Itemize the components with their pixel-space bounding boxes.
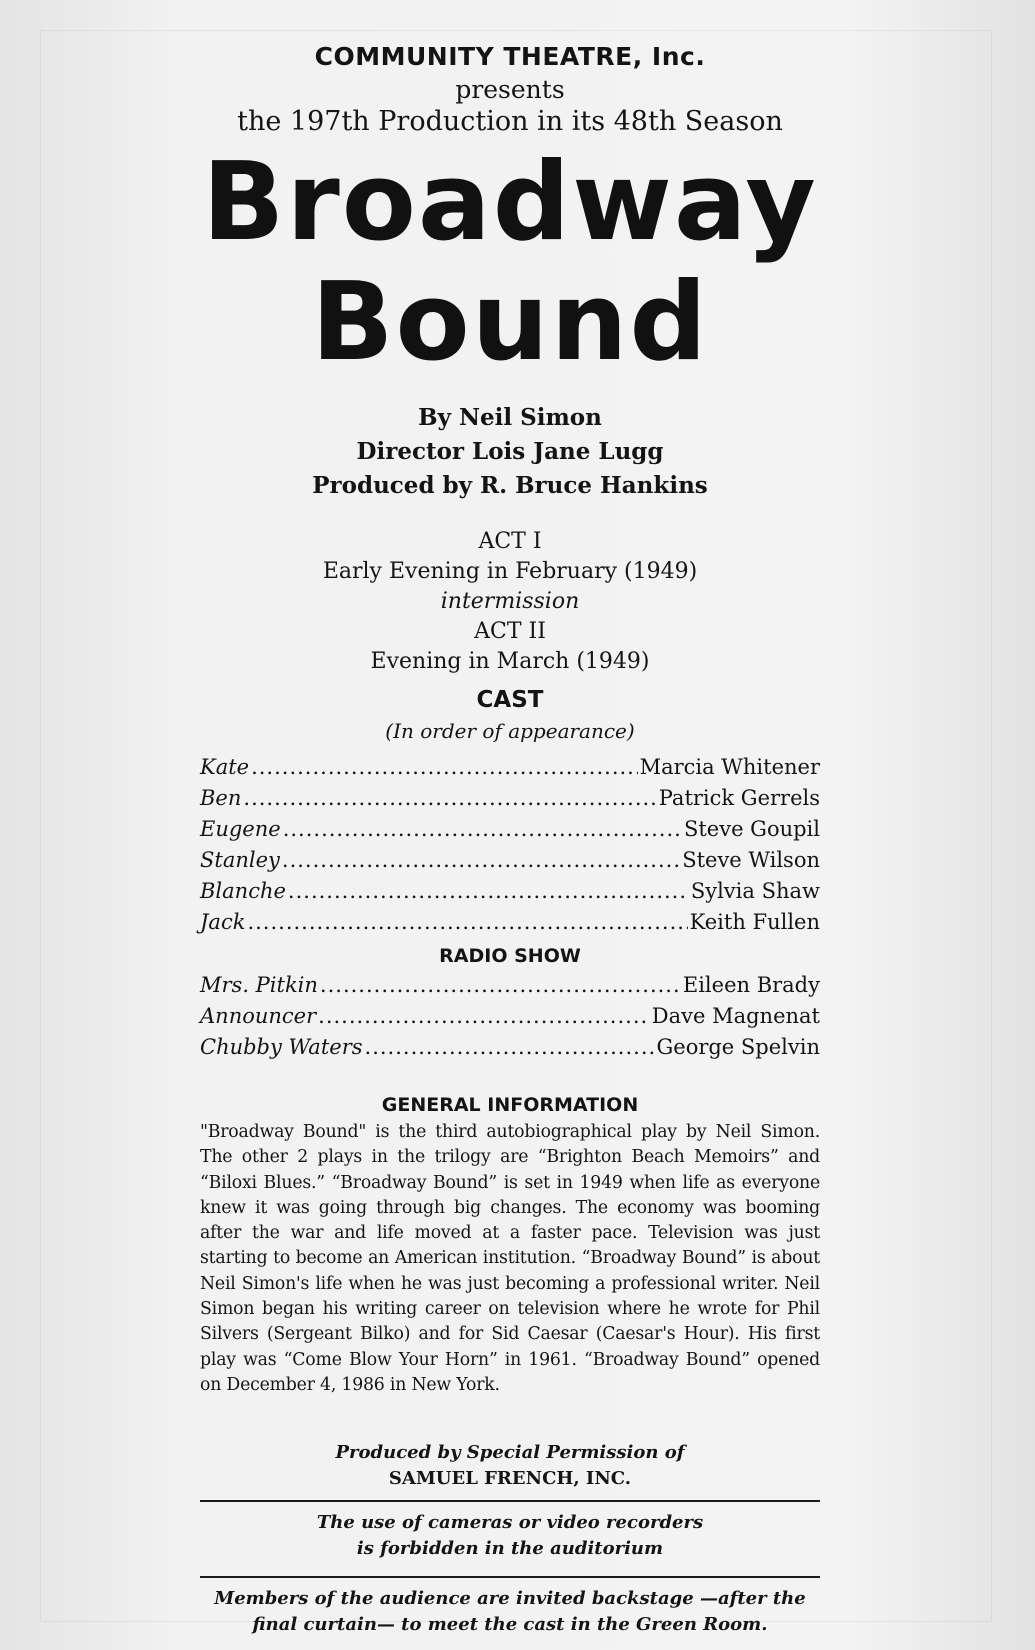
presents-text: presents: [455, 75, 565, 104]
actor-name: Steve Wilson: [682, 848, 820, 872]
cast-row: [200, 755, 820, 786]
camera-notice-line2: is forbidden in the auditorium: [356, 1538, 664, 1560]
act1-heading: ACT I: [478, 529, 542, 554]
actor-name: Steve Goupil: [683, 817, 820, 841]
author-credit: By Neil Simon: [418, 404, 602, 431]
actor-name: Keith Fullen: [689, 910, 820, 934]
program-content: [200, 40, 820, 1644]
producer-credit: Produced by R. Bruce Hankins: [312, 472, 708, 499]
cast-heading: CAST: [476, 687, 544, 713]
leader-dots: [251, 755, 638, 779]
leader-dots: [365, 1035, 655, 1059]
radio-show-heading: RADIO SHOW: [439, 945, 581, 967]
credits-block: [200, 401, 820, 503]
leader-dots: [320, 973, 681, 997]
role-name: Announcer: [200, 1004, 317, 1028]
camera-notice: [200, 1502, 820, 1568]
role-name: Ben: [200, 786, 242, 810]
cast-row: [200, 817, 820, 848]
leader-dots: [282, 848, 680, 872]
organization-name: COMMUNITY THEATRE, Inc.: [314, 42, 706, 71]
publisher-name: SAMUEL FRENCH, INC.: [388, 1468, 632, 1490]
permission-line: Produced by Special Permission of: [335, 1442, 685, 1464]
leader-dots: [318, 1004, 650, 1028]
director-credit: Director Lois Jane Lugg: [356, 438, 664, 465]
radio-cast-row: [200, 1004, 820, 1035]
backstage-notice-line1: Members of the audience are invited backstage —after the: [214, 1588, 806, 1610]
actor-name: George Spelvin: [656, 1035, 820, 1059]
play-title-line2: Bound: [311, 260, 709, 385]
general-info-text: "Broadway Bound" is the third autobiographical play by Neil Simon. The other 2 plays in the trilogy are “Brighton Beach Memoirs” and “Biloxi Blues.” “Broadway Bound” is set in 1949 when life as everyone knew it was going through big changes. The economy was booming after the war and life moved at a faster pace. Television was just starting to become an American institution. “Broadway Bound” is about Neil Simon's life when he was just becoming a professional writer. Neil Simon began his writing career on television where he wrote for Phil Silvers (Sergeant Bilko) and for Sid Caesar (Caesar's Hour). His first play was “Come Blow Your Horn” in 1961. “Broadway Bound” opened on December 4, 1986 in New York.: [200, 1122, 820, 1395]
role-name: Chubby Waters: [200, 1035, 363, 1059]
act1-setting: Early Evening in February (1949): [322, 559, 698, 584]
radio-cast-row: [200, 973, 820, 1004]
act2-heading: ACT II: [474, 619, 546, 644]
leader-dots: [283, 817, 682, 841]
role-name: Mrs. Pitkin: [200, 973, 318, 997]
cast-order-note: (In order of appearance): [385, 719, 635, 743]
actor-name: Marcia Whitener: [639, 755, 820, 779]
backstage-notice-line2: final curtain— to meet the cast in the Green Room.: [252, 1614, 768, 1636]
cast-row: [200, 786, 820, 817]
act2-setting: Evening in March (1949): [370, 649, 650, 674]
role-name: Blanche: [200, 879, 286, 903]
camera-notice-line1: The use of cameras or video recorders: [316, 1512, 704, 1534]
radio-cast-row: [200, 1035, 820, 1066]
role-name: Stanley: [200, 848, 280, 872]
role-name: Jack: [200, 910, 246, 934]
leader-dots: [288, 879, 689, 903]
actor-name: Eileen Brady: [682, 973, 820, 997]
leader-dots: [243, 786, 656, 810]
intermission-text: intermission: [440, 589, 580, 614]
acts-block: [200, 527, 820, 677]
actor-name: Patrick Gerrels: [658, 786, 820, 810]
cast-list: [200, 755, 820, 1066]
general-info-heading: GENERAL INFORMATION: [381, 1094, 639, 1116]
cast-row: [200, 879, 820, 910]
cast-row: [200, 848, 820, 879]
role-name: Kate: [200, 755, 250, 779]
actor-name: Dave Magnenat: [651, 1004, 820, 1028]
actor-name: Sylvia Shaw: [690, 879, 820, 903]
role-name: Eugene: [200, 817, 281, 841]
production-line: the 197th Production in its 48th Season: [237, 106, 783, 137]
leader-dots: [247, 910, 687, 934]
permission-block: [200, 1440, 820, 1492]
play-title-line1: Broadway: [202, 140, 818, 265]
cast-row: [200, 910, 820, 941]
backstage-notice: [200, 1578, 820, 1644]
